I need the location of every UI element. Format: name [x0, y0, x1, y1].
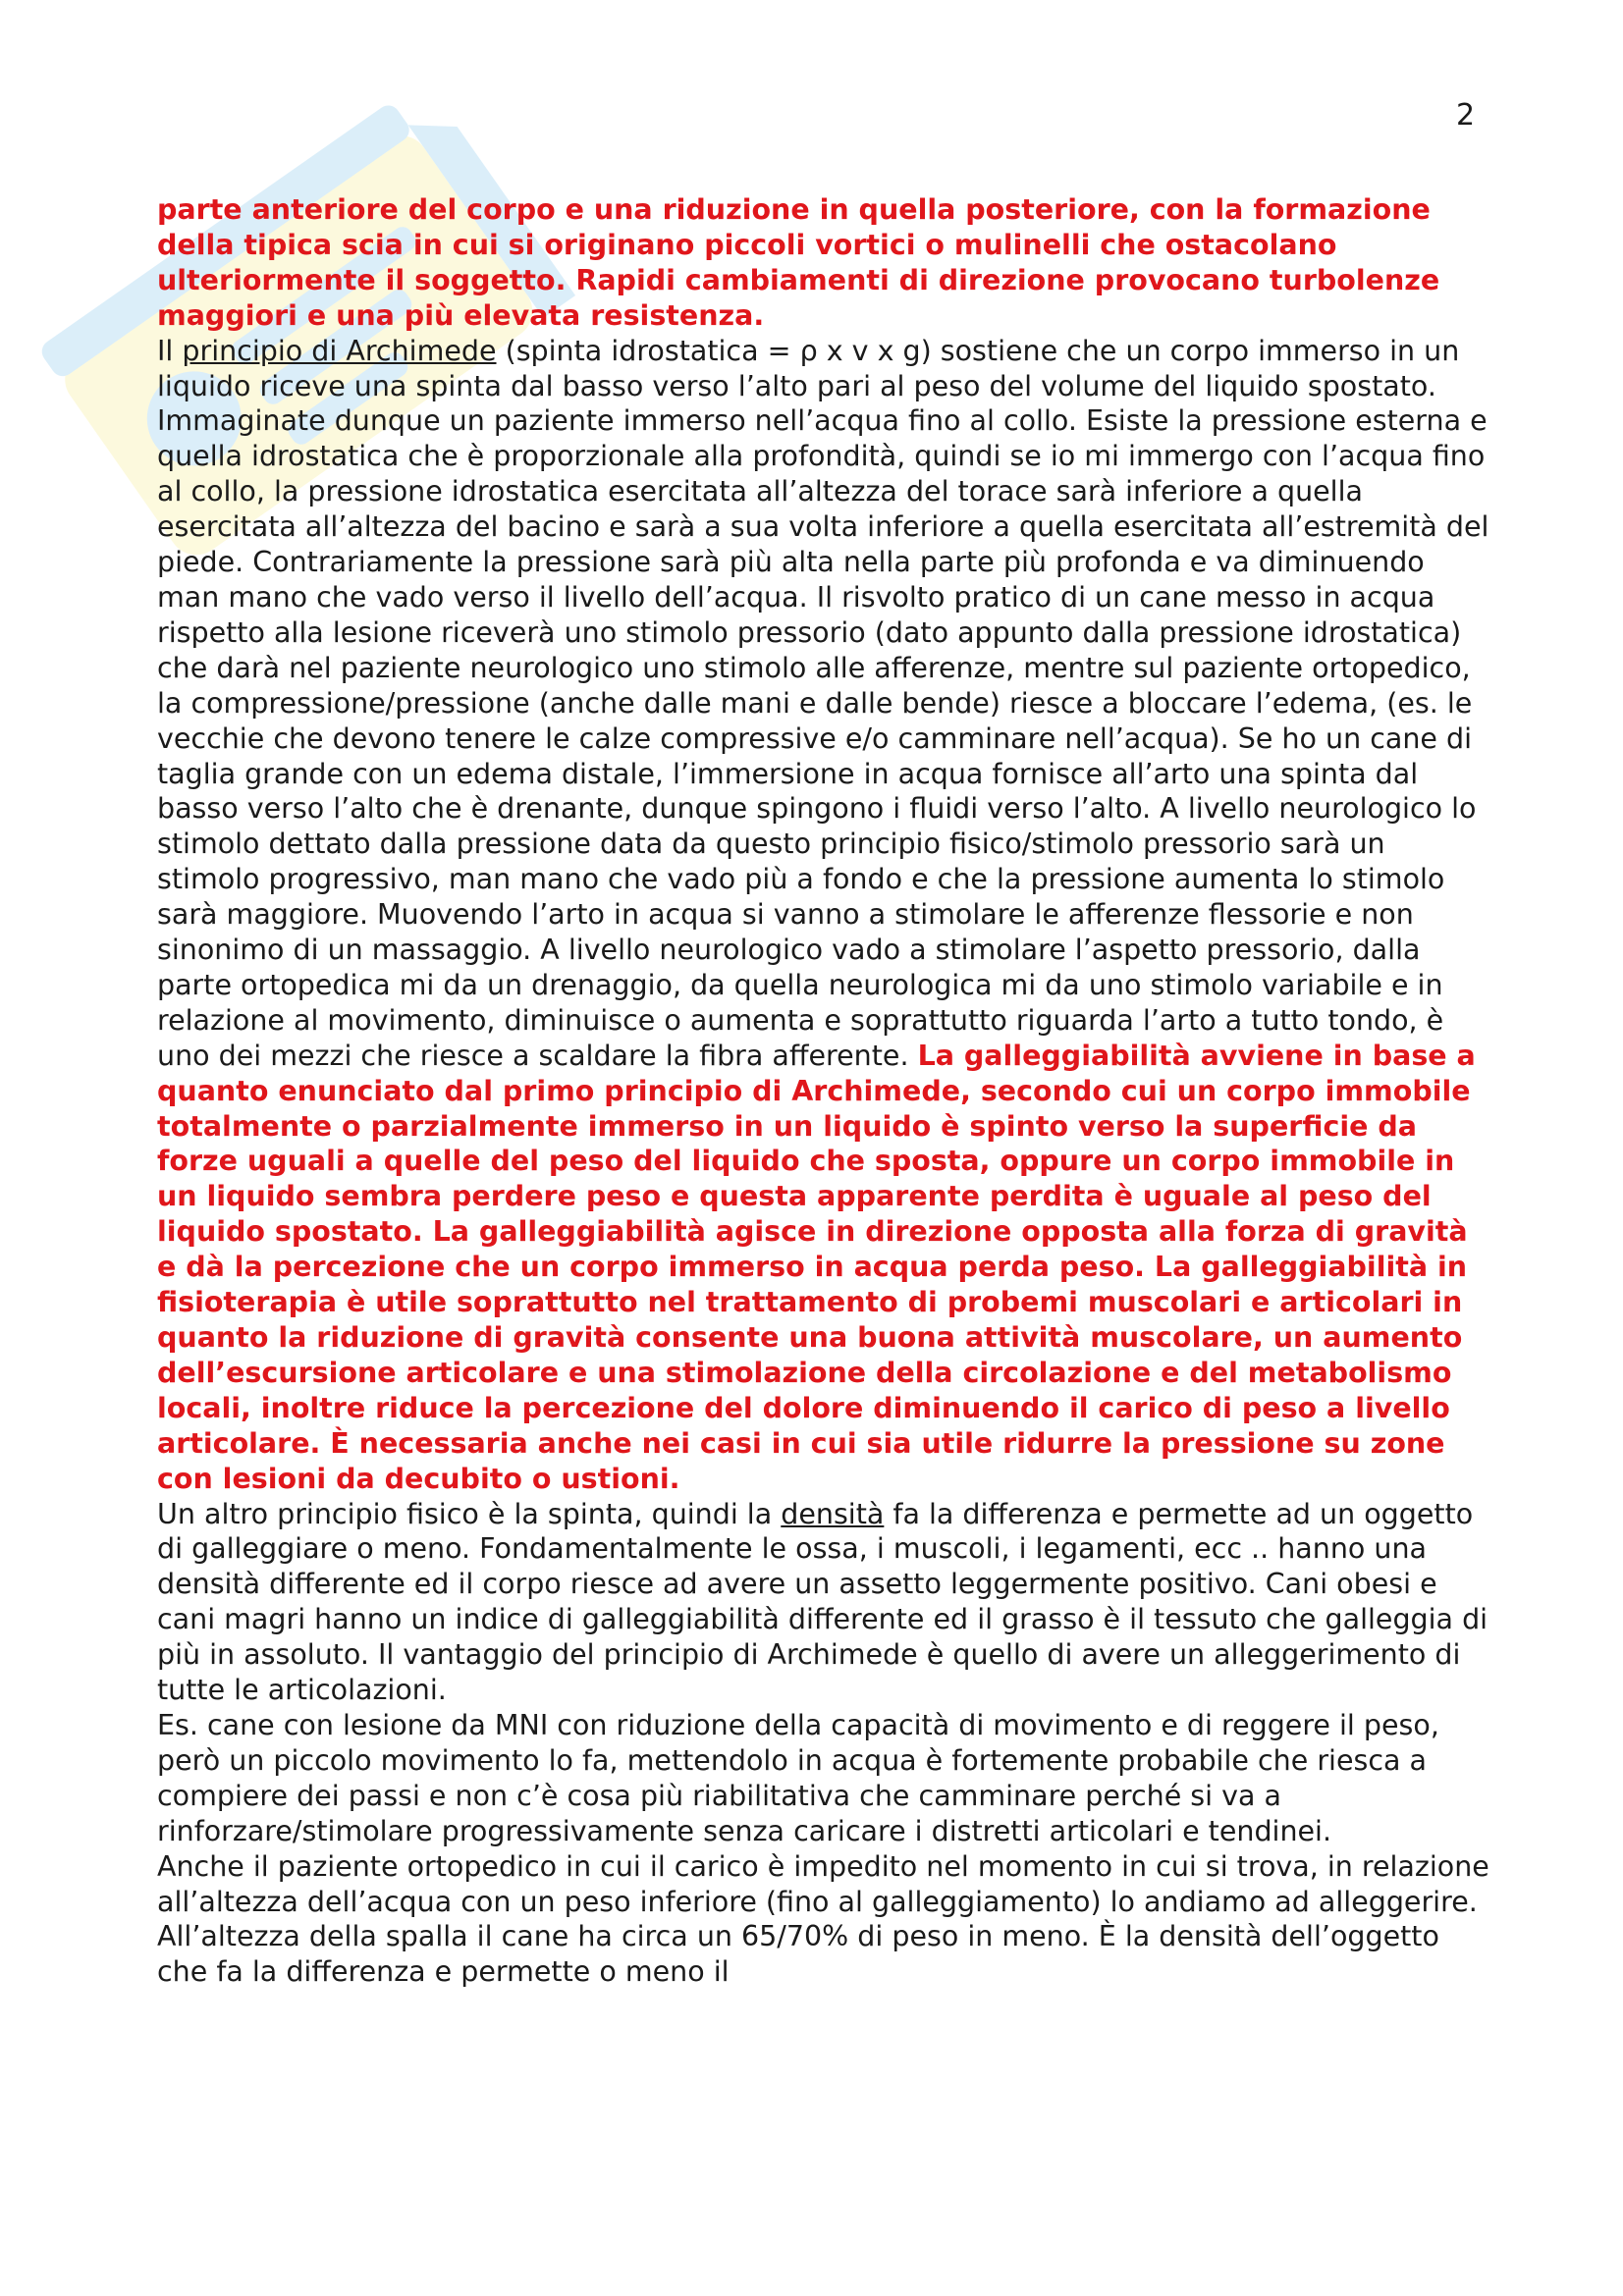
- paragraph-1: [157, 192, 1492, 334]
- text-run: Un altro principio fisico è la spinta, quindi la: [157, 1497, 782, 1530]
- paragraph-4: Es. cane con lesione da MNI con riduzione della capacità di movimento e di reggere il peso, però un piccolo movimento lo fa, mettendolo in acqua è fortemente probabile che riesca a compiere dei passi e non c’è cosa più riabilitativa che camminare perché si va a rinforzare/stimolare progressivamente senza caricare i distretti articolari e tendinei.: [157, 1708, 1439, 1847]
- text-run: Il: [157, 334, 183, 367]
- paragraph-5: Anche il paziente ortopedico in cui il carico è impedito nel momento in cui si trova, in relazione all’altezza dell’acqua con un peso inferiore (fino al galleggiamento) lo andiamo ad alleggerire. All’altezza della spalla il cane ha circa un 65/70% di peso in meno. È la densità dell’oggetto che fa la differenza e permette o meno il: [157, 1849, 1489, 1989]
- underlined-term: densità: [781, 1497, 885, 1530]
- text-run: (spinta idrostatica = ρ x v x g) sostiene che un corpo immerso in un liquido riceve una spinta dal basso verso l’alto pari al peso del volume del liquido spostato. Immaginate dunque un paziente immerso nell’acqua fino al collo. Esiste la pressione esterna e quella idrostatica che è proporzionale alla profondità, quindi se io mi immergo con l’acqua fino al collo, la pressione idrostatica esercitata all’altezza del torace sarà inferiore a quella esercitata all’altezza del bacino e sarà a sua volta inferiore a quella esercitata all’estremità del piede. Contrariamente la pressione sarà più alta nella parte più profonda e va diminuendo man mano che vado verso il livello dell’acqua. Il risvolto pratico di un cane messo in acqua rispetto alla lesione riceverà uno stimolo pressorio (dato appunto dalla pressione idrostatica) che darà nel paziente neurologico uno stimolo alle afferenze, mentre sul paziente ortopedico, la compressione/pressione (anche dalle mani e dalle bende) riesce a bloccare l’edema, (es. le vecchie che devono tenere le calze compressive e/o camminare nell’acqua). Se ho un cane di taglia grande con un edema distale, l’immersione in acqua fornisce all’arto una spinta dal basso verso l’alto che è drenante, dunque spingono i fluidi verso l’alto. A livello neurologico lo stimolo dettato dalla pressione data da questo principio fisico/stimolo pressorio sarà un stimolo progressivo, man mano che vado più a fondo e che la pressione aumenta lo stimolo sarà maggiore. Muovendo l’arto in acqua si vanno a stimolare le afferenze flessorie e non sinonimo di un massaggio. A livello neurologico vado a stimolare l’aspetto pressorio, dalla parte ortopedica mi da un drenaggio, da quella neurologica mi da uno stimolo variabile e in relazione al movimento, diminuisce o aumenta e soprattutto riguarda l’arto a tutto tondo, è uno dei mezzi che riesce a scaldare la fibra afferente.: [157, 334, 1489, 1072]
- highlighted-text: parte anteriore del corpo e una riduzione in quella posteriore, con la formazione della tipica scia in cui si originano piccoli vortici o mulinelli che ostacolano ulteriormente il soggetto. Rapidi cambiamenti di direzione provocano turbolenze maggiori e una più elevata resistenza.: [157, 193, 1440, 332]
- paragraph-2: [157, 334, 1492, 1497]
- document-body: [157, 192, 1492, 1990]
- paragraph-3: [157, 1497, 1492, 1708]
- text-run: fa la differenza e permette ad un oggetto di galleggiare o meno. Fondamentalmente le ossa, i muscoli, i legamenti, ecc .. hanno una densità differente ed il corpo riesce ad avere un assetto leggermente positivo. Cani obesi e cani magri hanno un indice di galleggiabilità differente ed il grasso è il tessuto che galleggia di più in assoluto. Il vantaggio del principio di Archimede è quello di avere un alleggerimento di tutte le articolazioni.: [157, 1497, 1488, 1707]
- underlined-term: principio di Archimede: [182, 334, 497, 367]
- highlighted-text: La galleggiabilità avviene in base a quanto enunciato dal primo principio di Archimede, secondo cui un corpo immobile totalmente o parzialmente immerso in un liquido è spinto verso la superficie da forze uguali a quelle del peso del liquido che sposta, oppure un corpo immobile in un liquido sembra perdere peso e questa apparente perdita è uguale al peso del liquido spostato. La galleggiabilità agisce in direzione opposta alla forza di gravità e dà la percezione che un corpo immerso in acqua perda peso. La galleggiabilità in fisioterapia è utile soprattutto nel trattamento di probemi muscolari e articolari in quanto la riduzione di gravità consente una buona attività muscolare, un aumento dell’escursione articolare e una stimolazione della circolazione e del metabolismo locali, inoltre riduce la percezione del dolore diminuendo il carico di peso a livello articolare. È necessaria anche nei casi in cui sia utile ridurre la pressione su zone con lesioni da decubito o ustioni.: [157, 1039, 1476, 1495]
- page-number: 2: [1456, 98, 1476, 133]
